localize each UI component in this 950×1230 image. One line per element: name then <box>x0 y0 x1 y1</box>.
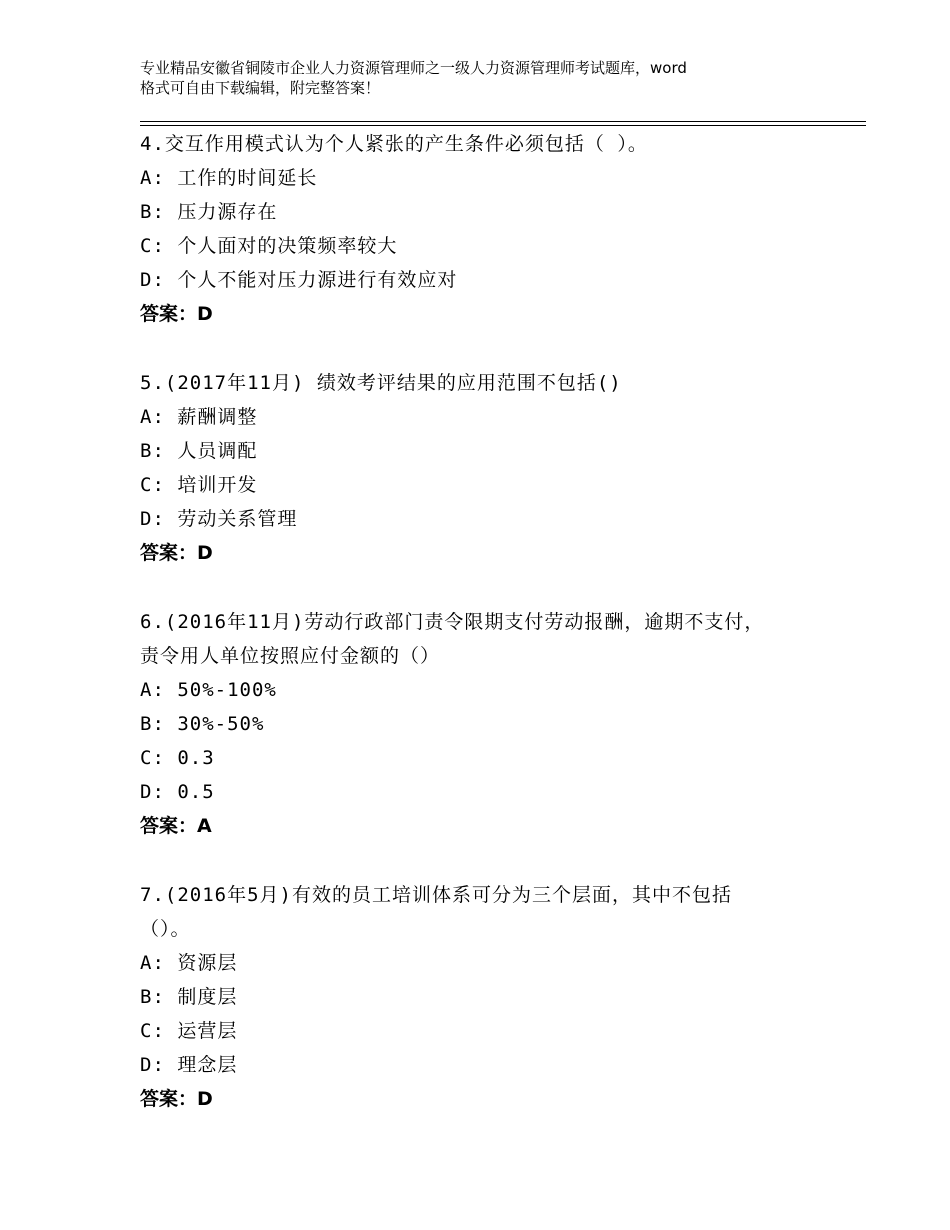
question-7-stem-line-2: （）。 <box>140 918 191 940</box>
question-7-option-d: D: 理念层 <box>140 1054 238 1076</box>
question-6-option-d: D: 0.5 <box>140 781 215 803</box>
question-5-answer: 答案：D <box>140 542 213 564</box>
question-4-option-b: B: 压力源存在 <box>140 201 278 223</box>
question-5-option-b: B: 人员调配 <box>140 440 258 462</box>
question-4-answer: 答案：D <box>140 303 213 325</box>
question-6-option-b: B: 30%-50% <box>140 713 265 735</box>
question-7-answer: 答案：D <box>140 1088 213 1110</box>
question-7-option-a: A: 资源层 <box>140 952 238 974</box>
question-6-answer: 答案：A <box>140 815 212 837</box>
question-7-option-b: B: 制度层 <box>140 986 238 1008</box>
question-6-stem-line-2: 责令用人单位按照应付金额的（） <box>140 645 441 667</box>
question-4-option-d: D: 个人不能对压力源进行有效应对 <box>140 269 458 291</box>
question-4-stem: 4.交互作用模式认为个人紧张的产生条件必须包括（ ）。 <box>140 133 648 155</box>
question-5-option-a: A: 薪酬调整 <box>140 406 258 428</box>
question-5-option-c: C: 培训开发 <box>140 474 258 496</box>
question-5-option-d: D: 劳动关系管理 <box>140 508 298 530</box>
question-6-option-a: A: 50%-100% <box>140 679 277 701</box>
question-4-option-c: C: 个人面对的决策频率较大 <box>140 235 398 257</box>
document-header: 专业精品安徽省铜陵市企业人力资源管理师之一级人力资源管理师考试题库，word 格式可自由下载编辑，附完整答案！ <box>140 59 687 97</box>
question-6-option-c: C: 0.3 <box>140 747 215 769</box>
question-4-option-a: A: 工作的时间延长 <box>140 167 318 189</box>
question-5-stem: 5.(2017年11月) 绩效考评结果的应用范围不包括() <box>140 372 622 394</box>
question-6-stem-line-1: 6.(2016年11月)劳动行政部门责令限期支付劳动报酬，逾期不支付， <box>140 611 765 633</box>
header-divider <box>140 121 866 126</box>
question-7-stem-line-1: 7.(2016年5月)有效的员工培训体系可分为三个层面，其中不包括 <box>140 884 732 906</box>
question-7-option-c: C: 运营层 <box>140 1020 238 1042</box>
